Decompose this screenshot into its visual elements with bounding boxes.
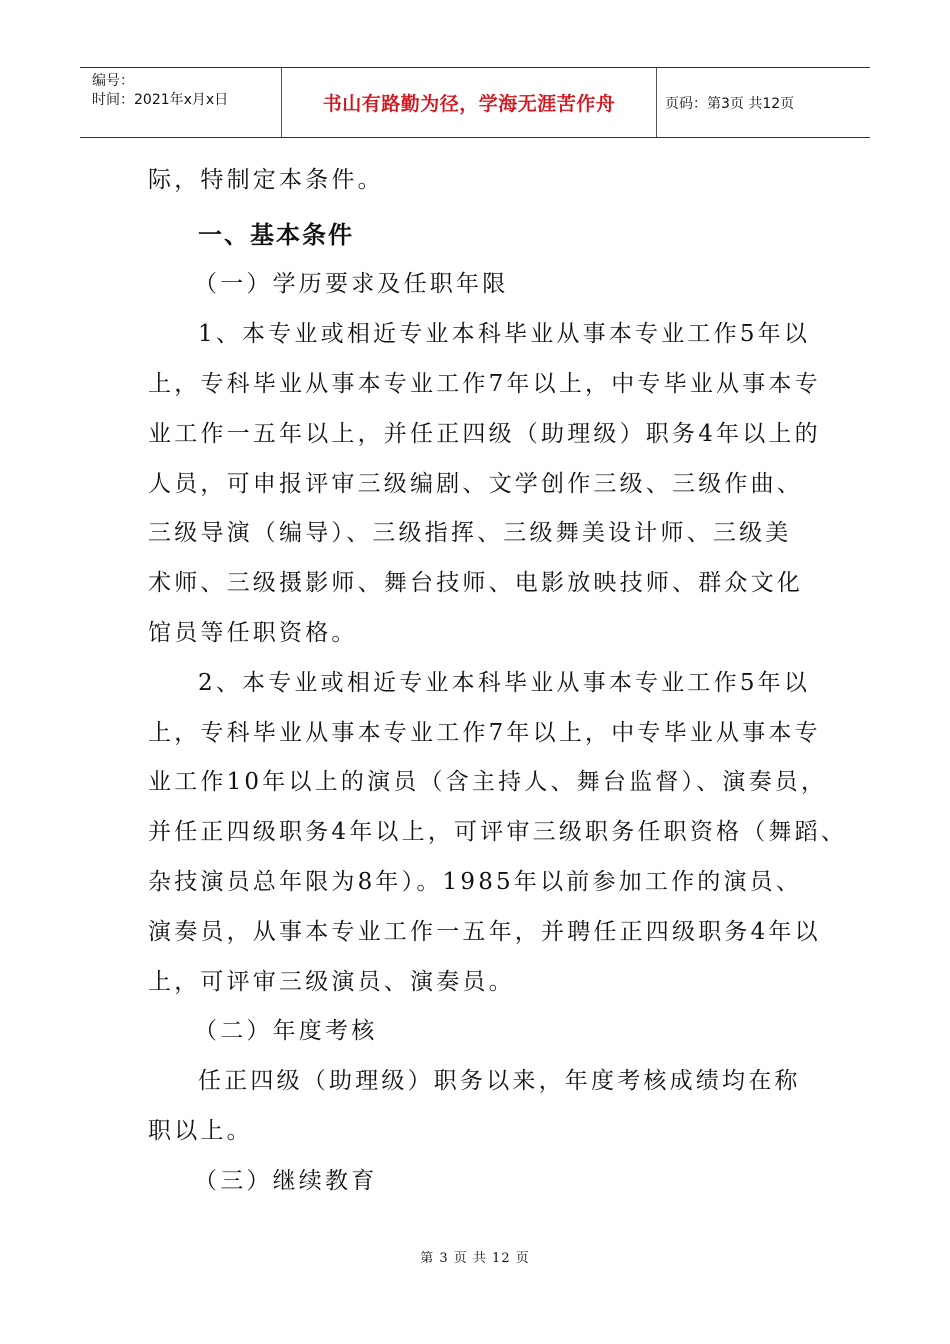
subsection-heading: （一）学历要求及任职年限: [194, 271, 509, 297]
page-footer: 第 3 页 共 12 页: [420, 1251, 530, 1266]
paragraph-line: 上，可评审三级演员、演奏员。: [148, 969, 515, 995]
paragraph-line: 术师、三级摄影师、舞台技师、电影放映技师、群众文化: [148, 570, 803, 596]
paragraph-line: 杂技演员总年限为8年）。1985年以前参加工作的演员、: [148, 869, 803, 895]
paragraph-line: 业工作10年以上的演员（含主持人、舞台监督）、演奏员，: [148, 769, 828, 795]
subsection-heading: （二）年度考核: [194, 1018, 378, 1044]
paragraph-line: 上，专科毕业从事本专业工作7年以上，中专毕业从事本专: [148, 371, 821, 397]
header-page-info: 页码：第3页 共12页: [665, 95, 795, 112]
paragraph-line: 人员，可申报评审三级编剧、文学创作三级、三级作曲、: [148, 471, 803, 497]
header-motto-cell: [282, 68, 657, 137]
section-heading: 一、基本条件: [198, 221, 354, 249]
paragraph-line: 际，特制定本条件。: [148, 167, 384, 193]
paragraph-line: 2、本专业或相近专业本科毕业从事本专业工作5年以: [198, 670, 811, 696]
page-header: [80, 67, 870, 138]
paragraph-line: 1、本专业或相近专业本科毕业从事本专业工作5年以: [198, 321, 811, 347]
header-motto: 书山有路勤为径，学海无涯苦作舟: [322, 93, 616, 115]
document-number-label: 编号：: [92, 73, 134, 89]
subsection-heading: （三）继续教育: [194, 1168, 378, 1194]
paragraph-line: 馆员等任职资格。: [148, 620, 358, 646]
paragraph-line: 三级导演（编导）、三级指挥、三级舞美设计师、三级美: [148, 520, 792, 546]
paragraph-line: 并任正四级职务4年以上，可评审三级职务任职资格（舞蹈、: [148, 819, 848, 845]
document-time-label: 时间：2021年x月x日: [92, 92, 229, 108]
paragraph-line: 上，专科毕业从事本专业工作7年以上，中专毕业从事本专: [148, 720, 821, 746]
paragraph-line: 职以上。: [148, 1118, 253, 1144]
paragraph-line: 业工作一五年以上，并任正四级（助理级）职务4年以上的: [148, 421, 821, 447]
paragraph-line: 任正四级（助理级）职务以来，年度考核成绩均在称: [198, 1068, 801, 1094]
header-meta: [80, 68, 282, 137]
paragraph-line: 演奏员，从事本专业工作一五年，并聘任正四级职务4年以: [148, 919, 821, 945]
